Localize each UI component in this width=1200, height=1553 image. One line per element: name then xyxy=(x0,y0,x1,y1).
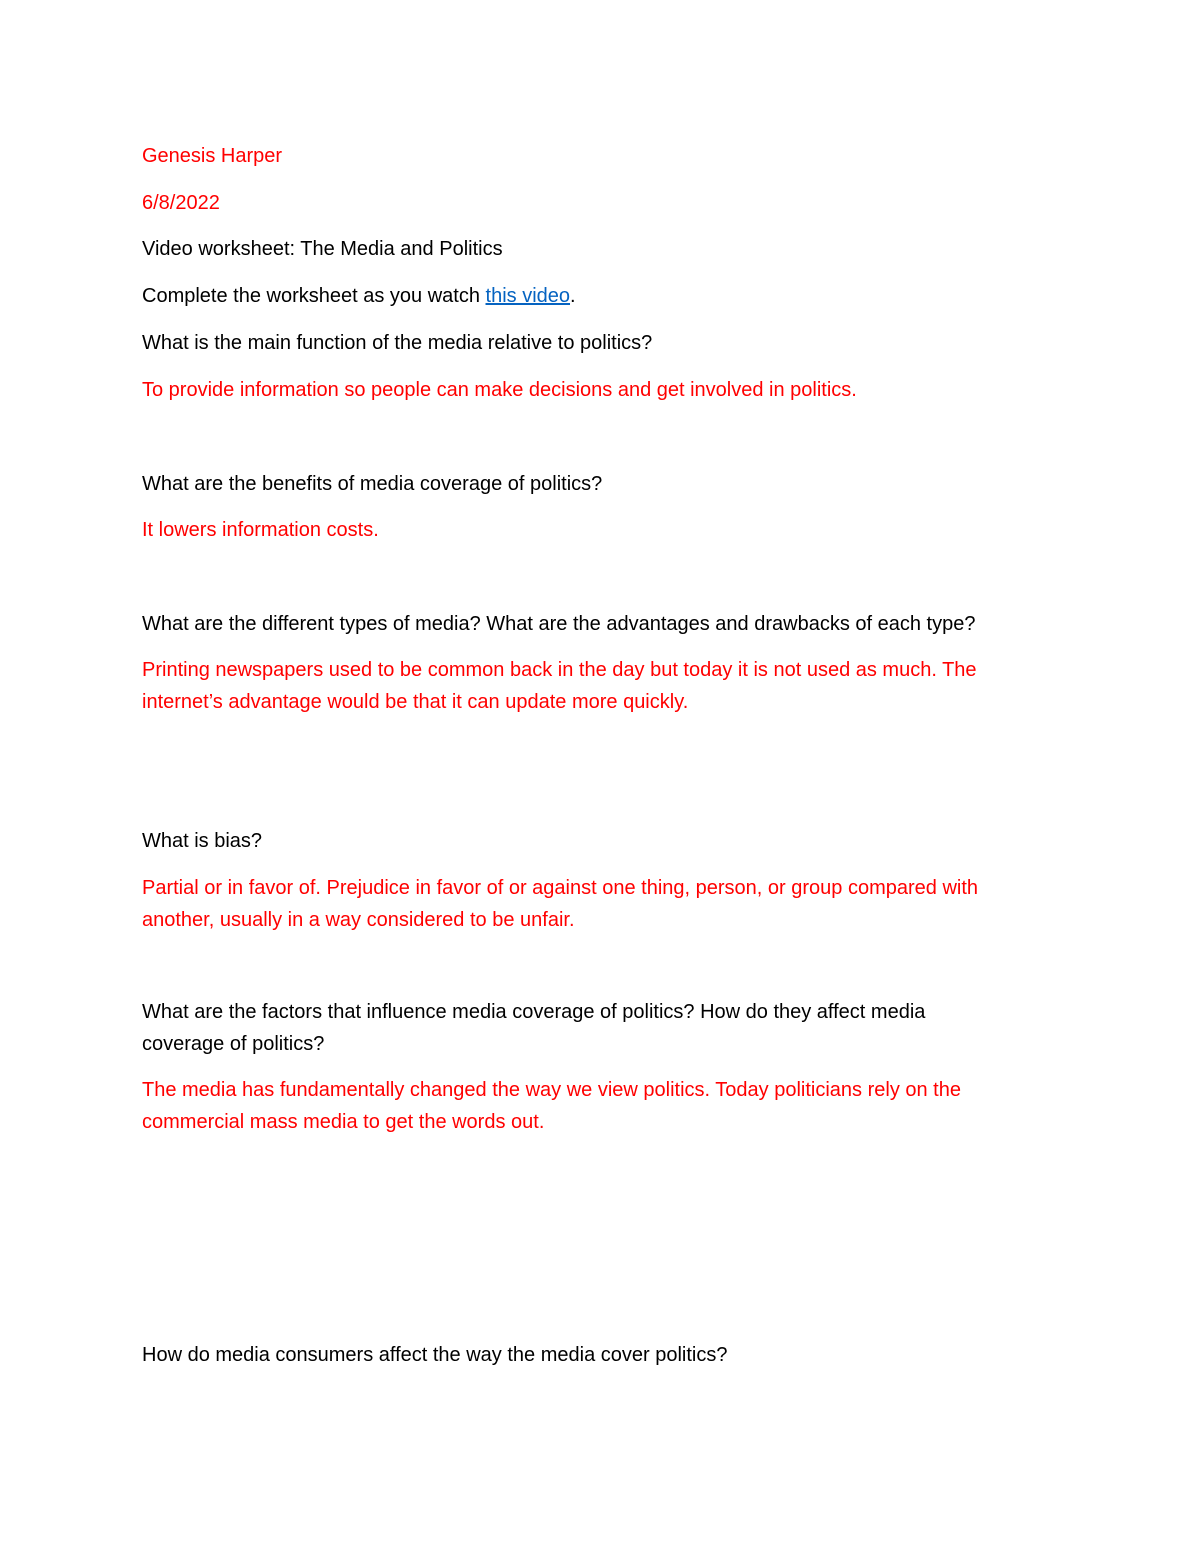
student-name: Genesis Harper xyxy=(142,145,283,167)
question-1: What is the main function of the media relative to politics? xyxy=(142,332,653,354)
answer-4-line-1: Partial or in favor of. Prejudice in favor of or against one thing, person, or group compared with xyxy=(142,877,979,899)
answer-4-line-2: another, usually in a way considered to be unfair. xyxy=(142,909,575,931)
video-link[interactable]: this video xyxy=(485,285,571,307)
instruction-prefix: Complete the worksheet as you watch xyxy=(142,285,486,307)
instruction-suffix: . xyxy=(570,285,576,307)
date: 6/8/2022 xyxy=(142,192,220,214)
answer-3-line-2: internet’s advantage would be that it can update more quickly. xyxy=(142,691,689,713)
question-4: What is bias? xyxy=(142,830,263,852)
question-3: What are the different types of media? What are the advantages and drawbacks of each type? xyxy=(142,613,976,635)
answer-3-line-1: Printing newspapers used to be common back in the day but today it is not used as much. The xyxy=(142,659,977,681)
instruction-line xyxy=(142,280,576,312)
answer-1: To provide information so people can make decisions and get involved in politics. xyxy=(142,379,857,401)
question-2: What are the benefits of media coverage of politics? xyxy=(142,473,603,495)
question-5-line-1: What are the factors that influence media coverage of politics? How do they affect media xyxy=(142,1001,926,1023)
question-6: How do media consumers affect the way the media cover politics? xyxy=(142,1344,728,1366)
answer-2: It lowers information costs. xyxy=(142,519,379,541)
answer-5-line-2: commercial mass media to get the words out. xyxy=(142,1111,545,1133)
question-5-line-2: coverage of politics? xyxy=(142,1033,325,1055)
answer-5-line-1: The media has fundamentally changed the way we view politics. Today politicians rely on the xyxy=(142,1079,961,1101)
worksheet-title: Video worksheet: The Media and Politics xyxy=(142,238,503,260)
